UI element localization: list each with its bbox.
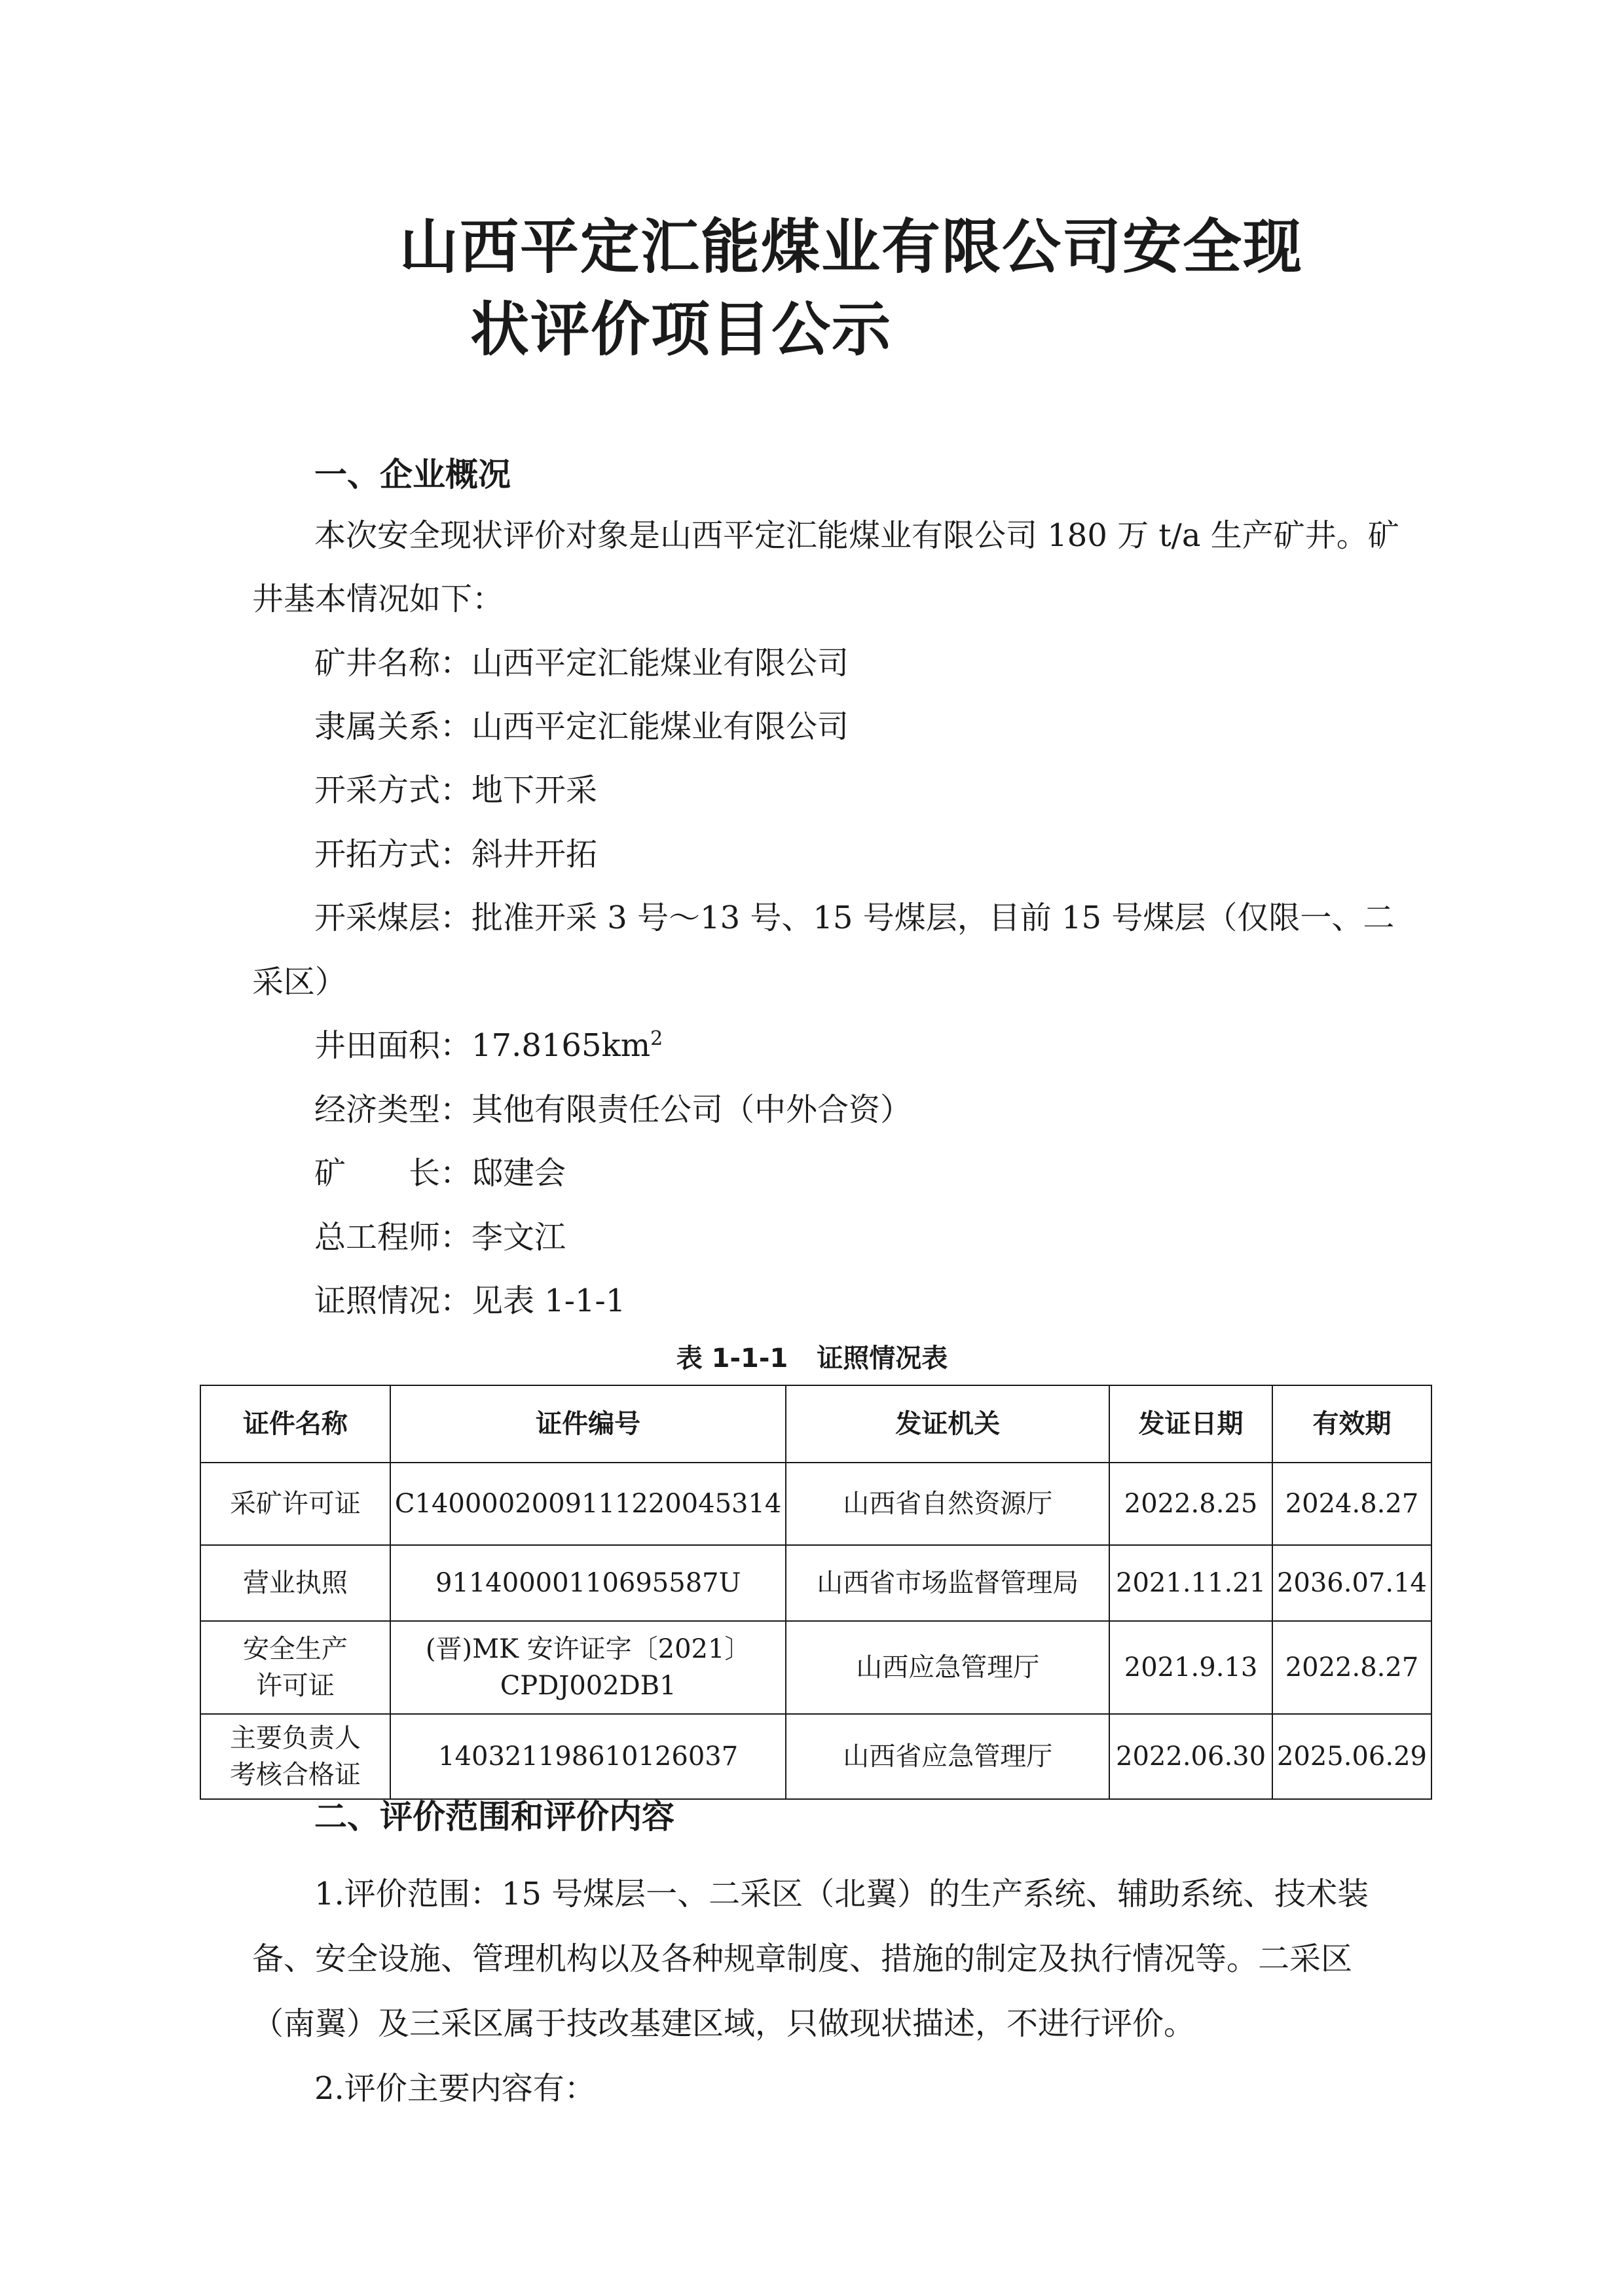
scope-line-2: 备、安全设施、管理机构以及各种规章制度、措施的制定及执行情况等。二采区 — [252, 1941, 1353, 1977]
cert-name-line-2: 考核合格证 — [229, 1760, 361, 1790]
cert-name-cell — [200, 1714, 390, 1799]
table-caption-number: 表 1-1-1 — [676, 1343, 788, 1374]
table-row — [200, 1714, 1431, 1799]
cert-number-line-1: (晋)MK 安许证字〔2021〕 — [425, 1634, 751, 1664]
table-caption — [0, 1339, 1624, 1378]
mine-name: 矿井名称：山西平定汇能煤业有限公司 — [314, 645, 849, 682]
cert-issue-date: 2021.9.13 — [1109, 1621, 1272, 1714]
scope-line-1: 1.评价范围：15 号煤层一、二采区（北翼）的生产系统、辅助系统、技术装 — [314, 1876, 1369, 1912]
cert-authority: 山西省自然资源厅 — [786, 1463, 1109, 1545]
mine-field-area — [314, 1023, 663, 1068]
table-header-row — [200, 1385, 1431, 1463]
cert-name: 营业执照 — [242, 1568, 348, 1598]
cert-number: C1400002009111220045314 — [394, 1489, 782, 1519]
intro-line-2: 井基本情况如下： — [252, 581, 504, 617]
cert-number-cell — [390, 1463, 786, 1545]
header-cert-number: 证件编号 — [390, 1385, 786, 1463]
header-issuing-authority: 发证机关 — [786, 1385, 1109, 1463]
cert-issue-date: 2022.06.30 — [1109, 1714, 1272, 1799]
section-2-heading: 二、评价范围和评价内容 — [314, 1798, 674, 1836]
intro-line-1: 本次安全现状评价对象是山西平定汇能煤业有限公司 180 万 t/a 生产矿井。矿 — [314, 517, 1399, 554]
area-value: 井田面积：17.8165km — [314, 1027, 651, 1064]
cert-name-cell — [200, 1621, 390, 1714]
cert-issue-date: 2022.8.25 — [1109, 1463, 1272, 1545]
cert-name: 采矿许可证 — [229, 1489, 361, 1519]
cert-name-cell — [200, 1463, 390, 1545]
coal-seams-line-2: 采区） — [252, 964, 347, 1000]
mining-method: 开采方式：地下开采 — [314, 772, 598, 809]
scope-line-3: （南翼）及三采区属于技改基建区域，只做现状描述，不进行评价。 — [252, 2005, 1196, 2042]
cert-valid-until: 2024.8.27 — [1272, 1463, 1431, 1545]
cert-authority: 山西省应急管理厅 — [786, 1714, 1109, 1799]
table-row — [200, 1463, 1431, 1545]
affiliation: 隶属关系：山西平定汇能煤业有限公司 — [314, 708, 849, 745]
cert-issue-date: 2021.11.21 — [1109, 1545, 1272, 1621]
table-row — [200, 1545, 1431, 1621]
document-title-line-1: 山西平定汇能煤业有限公司安全现 — [399, 213, 1303, 282]
header-valid-until: 有效期 — [1272, 1385, 1431, 1463]
area-unit-superscript: 2 — [650, 1027, 663, 1050]
cert-number-cell — [390, 1545, 786, 1621]
cert-number-line-2: CPDJ002DB1 — [500, 1671, 676, 1701]
cert-number-cell — [390, 1621, 786, 1714]
cert-authority: 山西省市场监督管理局 — [786, 1545, 1109, 1621]
mine-head: 矿 长：邸建会 — [314, 1155, 566, 1192]
cert-valid-until: 2036.07.14 — [1272, 1545, 1431, 1621]
table-caption-title: 证照情况表 — [817, 1343, 948, 1374]
development-method: 开拓方式：斜井开拓 — [314, 836, 598, 873]
cert-valid-until: 2025.06.29 — [1272, 1714, 1431, 1799]
certificates-reference: 证照情况：见表 1-1-1 — [314, 1283, 626, 1319]
header-cert-name: 证件名称 — [200, 1385, 390, 1463]
economic-type: 经济类型：其他有限责任公司（中外合资） — [314, 1091, 912, 1128]
cert-valid-until: 2022.8.27 — [1272, 1621, 1431, 1714]
cert-number: 91140000110695587U — [435, 1568, 741, 1598]
content-line-1: 2.评价主要内容有： — [314, 2070, 596, 2107]
chief-engineer: 总工程师：李文江 — [314, 1219, 566, 1256]
cert-number-cell — [390, 1714, 786, 1799]
document-title-line-2: 状评价项目公示 — [470, 295, 892, 364]
certificates-table — [200, 1385, 1432, 1800]
header-issue-date: 发证日期 — [1109, 1385, 1272, 1463]
cert-name-line-2: 许可证 — [255, 1671, 335, 1701]
cert-name-line-1: 安全生产 — [242, 1634, 348, 1664]
cert-number: 140321198610126037 — [438, 1741, 739, 1772]
cert-name-cell — [200, 1545, 390, 1621]
cert-authority: 山西应急管理厅 — [786, 1621, 1109, 1714]
cert-name-line-1: 主要负责人 — [229, 1723, 361, 1753]
coal-seams-line-1: 开采煤层：批准开采 3 号～13 号、15 号煤层，目前 15 号煤层（仅限一、二 — [314, 900, 1395, 936]
section-1-heading: 一、企业概况 — [314, 456, 511, 494]
table-row — [200, 1621, 1431, 1714]
